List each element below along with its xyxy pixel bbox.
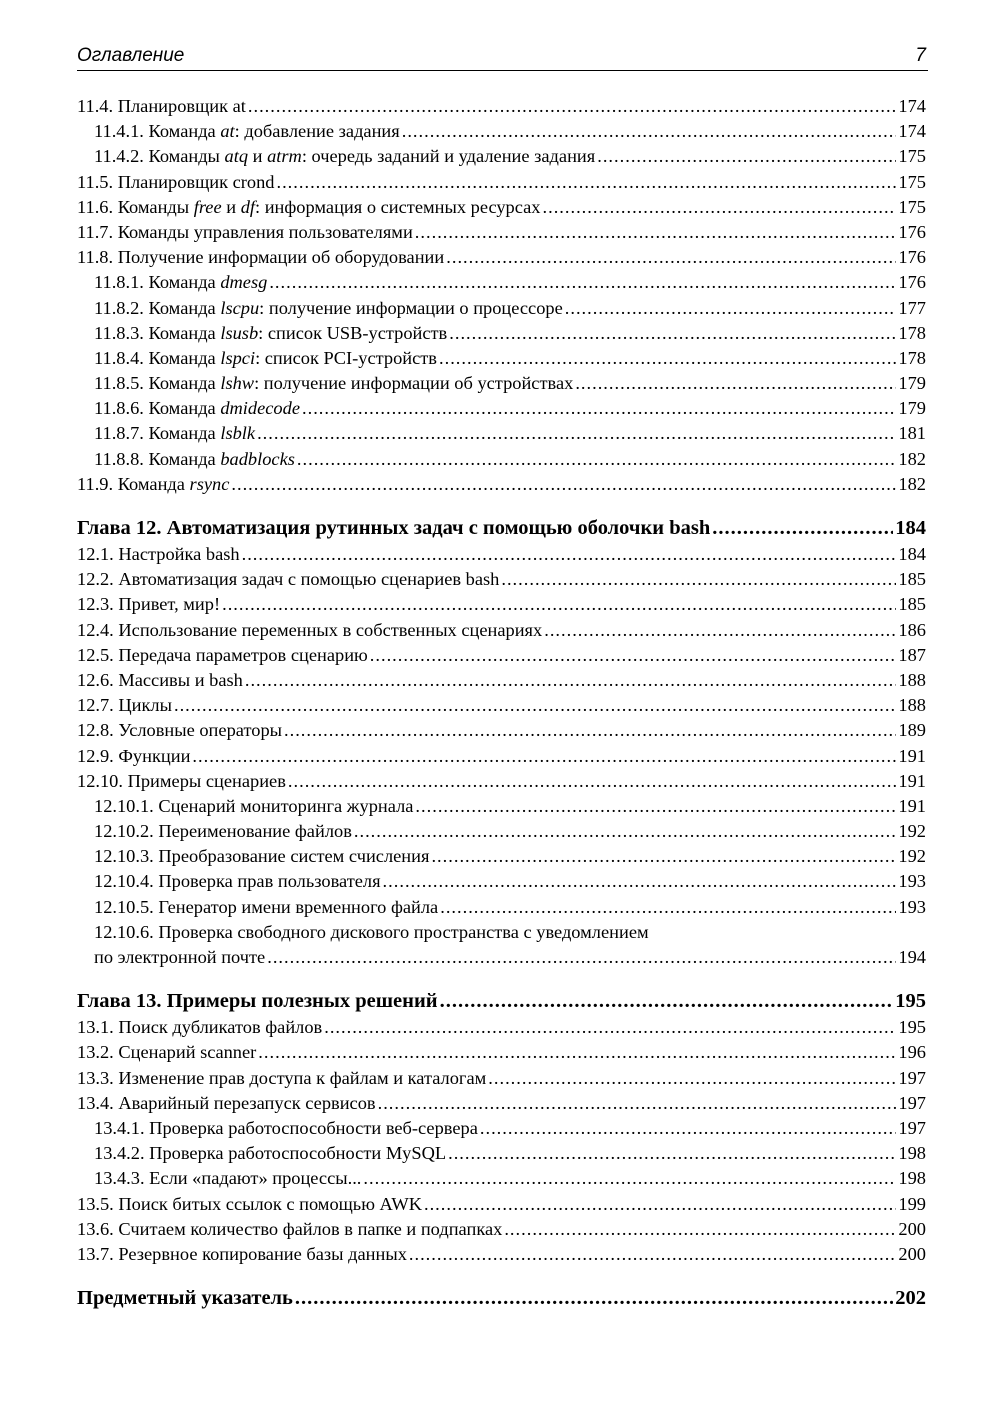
- dot-leader: [383, 869, 897, 894]
- toc-entry-label: 12.10.3. Преобразование систем счисления: [94, 846, 430, 867]
- toc-entry[interactable]: [77, 1242, 926, 1267]
- toc-entry-label: 12.10.6. Проверка свободного дискового пространства с уведомлением: [94, 921, 649, 942]
- dot-leader: [258, 1040, 896, 1065]
- toc-entry-page: 182: [898, 448, 926, 469]
- toc-entry-label: 11.6. Команды free и df: информация о системных ресурсах: [77, 196, 541, 217]
- toc-entry-page: 193: [898, 896, 926, 917]
- dot-leader: [257, 421, 896, 446]
- toc-entry[interactable]: [77, 744, 926, 769]
- toc-entry-page: 200: [898, 1243, 926, 1264]
- dot-leader: [267, 945, 896, 970]
- dot-leader: [284, 718, 896, 743]
- toc-entry[interactable]: [77, 794, 926, 819]
- toc-entry[interactable]: [77, 1217, 926, 1242]
- toc-entry-page: 174: [898, 121, 926, 142]
- toc-entry-page: 200: [898, 1218, 926, 1239]
- dot-leader: [488, 1066, 896, 1091]
- toc-entry-label: 12.4. Использование переменных в собственных сценариях: [77, 619, 543, 640]
- dot-leader: [565, 296, 897, 321]
- dot-leader: [575, 371, 896, 396]
- toc-entry-page: 175: [898, 171, 926, 192]
- toc-entry-continuation[interactable]: [77, 945, 926, 970]
- toc-entry-label: 11.8.6. Команда dmidecode: [94, 398, 300, 419]
- toc-entry-page: 179: [898, 373, 926, 394]
- toc-entry-label: 11.8.8. Команда badblocks: [94, 448, 295, 469]
- toc-entry-page: 186: [898, 619, 926, 640]
- toc-entry[interactable]: [77, 321, 926, 346]
- dot-leader: [378, 1091, 897, 1116]
- toc-entry-page: 191: [898, 745, 926, 766]
- dot-leader: [288, 769, 897, 794]
- dot-leader: [276, 170, 896, 195]
- table-of-contents: [77, 94, 926, 1312]
- toc-entry[interactable]: [77, 668, 926, 693]
- toc-entry[interactable]: [77, 1192, 926, 1217]
- dot-leader: [245, 668, 897, 693]
- dot-leader: [363, 1166, 896, 1191]
- toc-entry-label: 12.3. Привет, мир!: [77, 594, 221, 615]
- toc-entry-label: 12.8. Условные операторы: [77, 720, 282, 741]
- toc-entry[interactable]: [77, 542, 926, 567]
- dot-leader: [192, 744, 896, 769]
- toc-entry-page: 181: [898, 423, 926, 444]
- dot-leader: [504, 1217, 896, 1242]
- toc-entry[interactable]: [77, 895, 926, 920]
- dot-leader: [354, 819, 897, 844]
- toc-entry-label: 11.5. Планировщик crond: [77, 171, 275, 192]
- dot-leader: [439, 346, 896, 371]
- toc-entry-page: 184: [895, 517, 926, 539]
- toc-entry-page: 187: [898, 644, 926, 665]
- toc-entry-label: 11.8.5. Команда lshw: получение информации об устройствах: [94, 373, 574, 394]
- toc-entry-page: 188: [898, 669, 926, 690]
- toc-entry-label: 11.8.3. Команда lsusb: список USB-устройств: [94, 322, 448, 343]
- toc-entry-label: 11.8.4. Команда lspci: список PCI-устройств: [94, 347, 437, 368]
- toc-entry-label: 12.5. Передача параметров сценарию: [77, 644, 368, 665]
- toc-entry-label: 12.7. Циклы: [77, 695, 172, 716]
- dot-leader: [415, 794, 896, 819]
- toc-entry[interactable]: [77, 170, 926, 195]
- toc-entry[interactable]: [77, 693, 926, 718]
- toc-chapter-entry[interactable]: [77, 1285, 926, 1312]
- toc-entry-page: 202: [895, 1287, 926, 1310]
- toc-entry-page: 185: [898, 594, 926, 615]
- dot-leader: [248, 94, 897, 119]
- toc-entry-label: 11.8.1. Команда dmesg: [94, 272, 268, 293]
- toc-entry-page: 196: [898, 1042, 926, 1063]
- toc-entry-page: 191: [898, 770, 926, 791]
- toc-entry[interactable]: [77, 195, 926, 220]
- dot-leader: [415, 220, 897, 245]
- toc-entry-label-continuation: по электронной почте: [94, 947, 266, 967]
- toc-entry[interactable]: [77, 819, 926, 844]
- dot-leader: [544, 618, 896, 643]
- toc-entry[interactable]: [77, 618, 926, 643]
- toc-entry-page: 192: [898, 821, 926, 842]
- dot-leader: [424, 1192, 896, 1217]
- toc-entry[interactable]: [77, 869, 926, 894]
- toc-entry-page: 191: [898, 795, 926, 816]
- toc-entry-label: 13.6. Считаем количество файлов в папке и подпапках: [77, 1218, 503, 1239]
- toc-entry-label: 12.1. Настройка bash: [77, 544, 240, 564]
- toc-entry-page: 197: [898, 1092, 926, 1113]
- toc-entry-page: 175: [898, 196, 926, 217]
- toc-entry-page: 188: [898, 695, 926, 716]
- toc-entry-page: 174: [898, 96, 926, 116]
- dot-leader: [431, 844, 896, 869]
- toc-entry[interactable]: [77, 220, 926, 245]
- toc-entry-page: 197: [898, 1117, 926, 1138]
- toc-entry[interactable]: [77, 447, 926, 472]
- toc-entry-label: Глава 12. Автоматизация рутинных задач с помощью оболочки bash: [77, 517, 711, 539]
- toc-entry[interactable]: [77, 245, 926, 270]
- toc-entry-page: 195: [898, 1017, 926, 1038]
- toc-chapter-entry[interactable]: [77, 988, 926, 1015]
- toc-entry-label: 11.7. Команды управления пользователями: [77, 221, 413, 242]
- toc-entry-label: 11.4. Планировщик at: [77, 96, 246, 116]
- dot-leader: [370, 643, 897, 668]
- toc-entry-label: 11.8.2. Команда lscpu: получение информации о процессоре: [94, 297, 563, 318]
- toc-entry-label: 13.4.1. Проверка работоспособности веб-сервера: [94, 1117, 478, 1138]
- dot-leader: [269, 270, 896, 295]
- toc-entry-page: 179: [898, 398, 926, 419]
- dot-leader: [297, 447, 897, 472]
- dot-leader: [174, 693, 896, 718]
- toc-entry[interactable]: [77, 643, 926, 668]
- toc-entry[interactable]: [77, 920, 926, 945]
- toc-entry-label: 12.6. Массивы и bash: [77, 669, 243, 690]
- toc-entry[interactable]: [77, 296, 926, 321]
- toc-entry[interactable]: [77, 472, 926, 497]
- page-header: [77, 42, 928, 71]
- toc-entry[interactable]: [77, 1116, 926, 1141]
- toc-entry-label: 11.4.2. Команды atq и atrm: очередь заданий и удаление задания: [94, 146, 596, 167]
- toc-entry[interactable]: [77, 718, 926, 743]
- toc-entry-page: 197: [898, 1067, 926, 1088]
- toc-entry-label: 13.4.2. Проверка работоспособности MySQL: [94, 1143, 447, 1164]
- toc-entry-label: 12.2. Автоматизация задач с помощью сценариев bash: [77, 569, 500, 590]
- toc-entry-label: 11.8. Получение информации об оборудовании: [77, 247, 445, 268]
- toc-entry-page: 184: [898, 544, 926, 564]
- toc-entry[interactable]: [77, 94, 926, 119]
- dot-leader: [440, 988, 894, 1015]
- toc-entry[interactable]: [77, 421, 926, 446]
- dot-leader: [302, 396, 896, 421]
- toc-entry-label: 13.5. Поиск битых ссылок с помощью AWK: [77, 1193, 422, 1214]
- toc-entry[interactable]: [77, 769, 926, 794]
- toc-entry[interactable]: [77, 844, 926, 869]
- dot-leader: [222, 592, 896, 617]
- toc-entry[interactable]: [77, 1066, 926, 1091]
- toc-entry-label: 12.9. Функции: [77, 745, 191, 766]
- toc-entry-label: 11.8.7. Команда lsblk: [94, 423, 256, 444]
- toc-entry-label: Предметный указатель: [77, 1287, 293, 1310]
- toc-entry-label: 12.10.4. Проверка прав пользователя: [94, 871, 381, 892]
- toc-entry-page: 189: [898, 720, 926, 741]
- toc-entry-label: 13.7. Резервное копирование базы данных: [77, 1243, 407, 1264]
- toc-entry-label: 13.2. Сценарий scanner: [77, 1042, 257, 1063]
- running-title: Оглавление: [77, 45, 185, 66]
- dot-leader: [242, 542, 897, 567]
- toc-entry-label: 13.1. Поиск дубликатов файлов: [77, 1017, 323, 1038]
- toc-entry-page: 177: [898, 297, 926, 318]
- toc-entry-label: 11.9. Команда rsync: [77, 473, 230, 494]
- toc-entry[interactable]: [77, 567, 926, 592]
- toc-entry[interactable]: [77, 1015, 926, 1040]
- toc-entry-page: 194: [898, 947, 926, 967]
- dot-leader: [295, 1285, 893, 1312]
- dot-leader: [543, 195, 897, 220]
- dot-leader: [480, 1116, 897, 1141]
- toc-entry[interactable]: [77, 119, 926, 144]
- toc-entry-label: 13.4. Аварийный перезапуск сервисов: [77, 1092, 376, 1113]
- dot-leader: [712, 515, 893, 542]
- toc-entry-label: 12.10.1. Сценарий мониторинга журнала: [94, 795, 414, 816]
- toc-entry[interactable]: [77, 396, 926, 421]
- toc-entry-page: 195: [895, 990, 926, 1013]
- dot-leader: [501, 567, 896, 592]
- dot-leader: [449, 321, 896, 346]
- toc-entry-page: 178: [898, 347, 926, 368]
- toc-entry-page: 192: [898, 846, 926, 867]
- toc-entry-page: 185: [898, 569, 926, 590]
- dot-leader: [402, 119, 897, 144]
- dot-leader: [324, 1015, 896, 1040]
- toc-entry-page: 178: [898, 322, 926, 343]
- toc-entry-label: Глава 13. Примеры полезных решений: [77, 990, 438, 1013]
- toc-chapter-entry[interactable]: [77, 515, 926, 542]
- toc-entry-page: 175: [898, 146, 926, 167]
- toc-entry-label: 12.10.5. Генератор имени временного файла: [94, 896, 439, 917]
- toc-entry[interactable]: [77, 1166, 926, 1191]
- toc-entry-page: 176: [898, 221, 926, 242]
- toc-entry-page: 176: [898, 272, 926, 293]
- toc-entry[interactable]: [77, 371, 926, 396]
- dot-leader: [231, 472, 896, 497]
- toc-entry-label: 13.4.3. Если «падают» процессы...: [94, 1168, 362, 1189]
- dot-leader: [409, 1242, 897, 1267]
- toc-entry[interactable]: [77, 346, 926, 371]
- toc-entry-label: 12.10.2. Переименование файлов: [94, 821, 352, 842]
- toc-entry-label: 11.4.1. Команда at: добавление задания: [94, 121, 400, 142]
- toc-entry[interactable]: [77, 1040, 926, 1065]
- toc-entry-page: 182: [898, 473, 926, 494]
- toc-entry-label: 13.3. Изменение прав доступа к файлам и каталогам: [77, 1067, 487, 1088]
- toc-entry-page: 198: [898, 1168, 926, 1189]
- toc-entry[interactable]: [77, 1091, 926, 1116]
- toc-entry[interactable]: [77, 592, 926, 617]
- dot-leader: [597, 144, 896, 169]
- dot-leader: [446, 245, 896, 270]
- toc-entry-page: 199: [898, 1193, 926, 1214]
- dot-leader: [440, 895, 896, 920]
- toc-entry[interactable]: [77, 144, 926, 169]
- page-number: 7: [915, 45, 926, 66]
- toc-entry-label: 12.10. Примеры сценариев: [77, 770, 286, 791]
- toc-entry-page: 198: [898, 1143, 926, 1164]
- toc-entry[interactable]: [77, 270, 926, 295]
- dot-leader: [448, 1141, 896, 1166]
- toc-entry-page: 193: [898, 871, 926, 892]
- toc-entry-page: 176: [898, 247, 926, 268]
- toc-entry[interactable]: [77, 1141, 926, 1166]
